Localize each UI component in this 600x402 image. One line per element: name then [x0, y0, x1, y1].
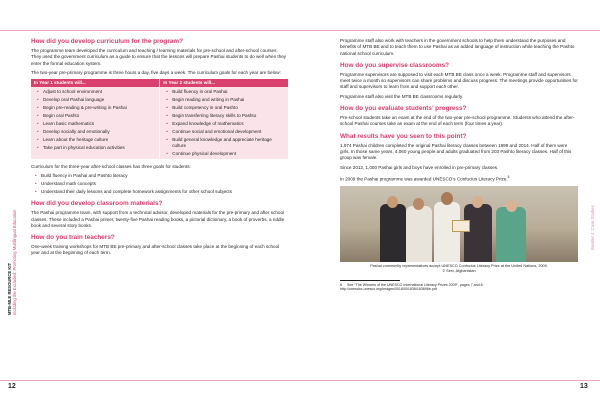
bottom-rule [0, 380, 300, 381]
para-evaluate: Pre-school students take an exam at the end of the two-year pre-school programme. Students who attend the after-school Pashai courses take an exam at the end of each term (four times a year). [340, 115, 575, 127]
left-column [31, 38, 289, 260]
para-results: 1,974 Pashai children completed the original Pashai literacy classes between 1999 and 2014. Half of them were girls. In those same years, 4,060 young people and adults graduated from 203 Pashto literacy classes. Half of this group was female. [340, 142, 572, 161]
person-head [506, 200, 517, 212]
year1-goal: • Develop socially and emotionally [43, 129, 157, 135]
curriculum-goals-table [31, 79, 289, 159]
person-head [413, 198, 424, 210]
right-page [300, 0, 600, 402]
photo-caption [340, 264, 578, 274]
person-figure [406, 206, 432, 262]
award-photo [340, 186, 578, 262]
side-title: MTB-MLE RESOURCE KIT [7, 262, 12, 315]
person-figure [464, 204, 492, 262]
para-two-year: The two-year pre-primary programme is three hours a day, five days a week. The curriculum goals for each year are below: [31, 69, 281, 75]
heading-curriculum: How did you develop curriculum for the program? [31, 38, 183, 45]
person-figure [434, 202, 460, 262]
para-materials: The Pashai programme team, with support from a technical advisor, developed materials for the pre-primary and after school classes. These included a Pashai primer, twenty-five Pashai reading books, a pictorial dictionary, a book of proverbs, a riddle book and several story books. [31, 210, 285, 228]
year1-goal: • Learn about the heritage culture [43, 137, 157, 143]
year1-goal: • Begin oral Pashto [43, 113, 157, 119]
side-subtitle: Including the Excluded: Promoting Multilingual Education [12, 209, 17, 315]
side-title: Booklet 4: Case Studies [590, 205, 595, 250]
year1-header: In Year 1 students will... [31, 79, 160, 87]
para-supervise: Programme supervisors are supposed to visit each MTB BE class once a week. Programme staff and supervisors meet twice a month so supervisors can share problems and discuss progress. The meetings provide opportunities for staff and supervisors to learn from and support each other. [340, 71, 578, 90]
person-head [472, 196, 483, 208]
left-side-label [7, 210, 17, 315]
para-curriculum: The programme team developed the curriculum and teaching / learning materials for pre-school and after-school courses. They used the government curriculum as a guide to ensure that the lessons will prepare Pashai students to do well when they enter the formal education system. [31, 48, 287, 66]
year1-goal: • Develop oral Pashai language [43, 97, 157, 103]
person-figure [496, 207, 526, 262]
year1-goal: • Adjust to school environment [43, 89, 157, 95]
year2-goal: • Continue physical development [172, 151, 286, 157]
person-head [387, 196, 398, 208]
year2-goal: • Expand knowledge of mathematics [172, 121, 286, 127]
year1-goal: • Take part in physical education activities [43, 145, 157, 151]
footnote-number: 6 [340, 282, 342, 287]
para-since: Since 2012, 1,000 Pashai girls and boys have enrolled in pre-primary classes. [340, 164, 499, 170]
footnote [340, 283, 578, 293]
footnote-text: See “The Winners of the UNESCO International Literacy Prizes 2009”, pages 7 and 8 http://unesdoc.unesco.org/images/0018/001836/183696e.pdf [340, 282, 483, 292]
after-school-goal: • Build fluency in Pashai and Pashto literacy [41, 173, 289, 179]
page-number: 13 [580, 383, 588, 390]
top-rule [0, 30, 300, 31]
year2-goal: • Build fluency in oral Pashai [172, 89, 286, 95]
year1-cell [31, 87, 160, 158]
year1-goal: • Learn basic mathematics [43, 121, 157, 127]
para-staff-visits: Programme staff also visit the MTB BE classrooms regularly. [340, 93, 464, 99]
year1-goal: • Begin pre-reading & pre-writing in Pashai [43, 105, 157, 111]
bottom-rule [300, 380, 600, 381]
heading-materials: How did you develop classroom materials? [31, 200, 163, 208]
heading-evaluate: How do you evaluate students’ progress? [340, 105, 467, 113]
year2-cell [160, 87, 289, 158]
person-figure [380, 204, 406, 262]
year2-header: In Year 2 students will... [160, 79, 289, 87]
para-staff: Programme staff also work with teachers in the government schools to help them understand the purposes and benefits of MTB BE and to teach them to use Pashai as an added language of instruction while teaching the Pashto national school curriculum. [340, 38, 575, 56]
para-after-school: Curriculum for the three-year after-school classes has three goals for students: [31, 163, 191, 169]
right-column [340, 38, 578, 292]
year2-goal: • Begin reading and writing in Pashai [172, 97, 286, 103]
heading-teachers: How do you train teachers? [31, 234, 115, 242]
heading-supervise: How do you supervise classrooms? [340, 61, 450, 69]
top-rule [300, 30, 600, 31]
photo-credit: © Serv, Afghanistan [442, 268, 476, 273]
heading-results: What results have you seen to this point? [340, 132, 467, 140]
after-school-goal: • Understand math concepts [41, 181, 289, 187]
para-teachers: One-week training workshops for MTB BE pre-primary and after-school classes take place at the beginning of each school year and at the beginning of each term. [31, 244, 280, 256]
right-side-label [590, 205, 595, 250]
para-award-text: In 2009 the Pashai programme was awarded UNESCO’s Confucius Literacy Prize. [340, 176, 508, 182]
certificate [452, 220, 470, 232]
after-school-goals-list [31, 173, 289, 195]
footnote-rule [340, 280, 400, 281]
page-number: 12 [8, 383, 16, 390]
caption-text: Pashai community representatives accept UNESCO Confucius Literacy Prize at the United Nations, 2009. [370, 263, 548, 268]
person-head [441, 192, 453, 205]
para-award [340, 174, 578, 183]
year2-goal: • Begin transferring literacy skills to Pashto [172, 113, 286, 119]
footnote-mark: 6 [507, 174, 510, 179]
year2-goal: • Build competency in oral Pashto [172, 105, 286, 111]
year2-goal: • Continue social and emotional development [172, 129, 286, 135]
year2-goal: • Build general knowledge and appreciate heritage culture [172, 137, 286, 150]
after-school-goal: • Understand their daily lessons and complete homework assignments for other school subjects [41, 189, 289, 195]
